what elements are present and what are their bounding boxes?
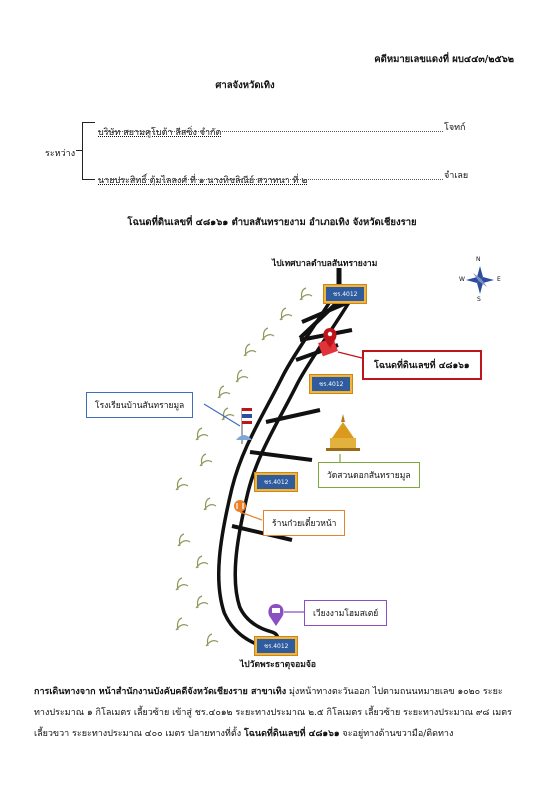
- directions-deed-ref: โฉนดที่ดินเลขที่ ๔๘๑๖๑: [243, 729, 340, 739]
- plaintiff-name: บริษัท สยามคูโบต้า ลีสซิ่ง จำกัด: [98, 128, 222, 138]
- road-badge-label: ชร.4012: [257, 639, 295, 653]
- road-top-label: ไปเทศบาลตำบลสันทรายงาม: [272, 259, 378, 269]
- deed-callout: โฉนดที่ดินเลขที่ ๔๘๑๖๑: [362, 350, 482, 380]
- compass-n: N: [476, 256, 481, 263]
- deed-title: โฉนดที่ดินเลขที่ ๔๘๑๖๑ ตำบลสันทรายงาม อำเภอเทิง จังหวัดเชียงราย: [127, 217, 417, 228]
- road-badge-label: ชร.4012: [257, 475, 295, 489]
- deed-leader: [338, 352, 362, 358]
- school-leader: [204, 404, 240, 426]
- temple-callout: วัดสวนดอกสันทรายมูล: [318, 462, 420, 488]
- road-badge: [309, 374, 353, 394]
- compass-w: W: [459, 276, 465, 283]
- road-badge-label: ชร.4012: [326, 287, 364, 301]
- court-name: ศาลจังหวัดเทิง: [215, 80, 275, 91]
- hotel-icon: [268, 604, 283, 626]
- directions-body: มุ่งหน้าทางตะวันออก ไปตามถนนหมายเลข ๑๐๒๐ ระยะทางประมาณ ๑ กิโลเมตร เลี้ยวซ้าย เข้าสู่ ชร.๔๐๑๒ ระยะทางประมาณ ๒.๕ กิโลเมตร เลี้ยวซ้าย ระยะทางประมาณ ๙๘ เมตร เลี้ยวขวา ระยะทางประมาณ ๔๐๐ เมตร ปลายทางที่ตั้ง: [34, 687, 512, 739]
- defendant-name: นายประสิทธิ์ ตุ้มไลลงศ์ ที่ ๑ นางทิชลิณีย์ สวาทนา ที่ ๒: [98, 176, 308, 186]
- temple-icon: [326, 414, 360, 451]
- road-badge-label: ชร.4012: [312, 377, 350, 391]
- between-label: ระหว่าง: [45, 149, 76, 159]
- noodle-callout: ร้านก๋วยเตี๋ยวหน้า: [263, 510, 345, 536]
- road-bottom-label: ไปวัดพระธาตุจอมจ้อ: [240, 660, 316, 670]
- defendant-role: จำเลย: [444, 171, 469, 181]
- road-badge: [254, 472, 298, 492]
- directions-paragraph: [34, 682, 514, 745]
- compass-e: E: [497, 276, 501, 283]
- compass-s: S: [477, 296, 481, 303]
- directions-tail: จะอยู่ทางด้านขวามือ/ติดทาง: [339, 729, 454, 739]
- case-number: คดีหมายเลขแดงที่ ผบ๔๔๓/๒๕๖๒: [374, 54, 514, 65]
- road-badge: [254, 636, 298, 656]
- restaurant-icon: [234, 500, 246, 512]
- school-flag-icon: [236, 408, 252, 444]
- road-badge: [323, 284, 367, 304]
- school-callout: โรงเรียนบ้านสันทรายมูล: [86, 392, 193, 418]
- directions-lead: การเดินทางจาก หน้าสำนักงานบังคับคดีจังหวัดเชียงราย สาขาเทิง: [34, 687, 287, 697]
- plaintiff-role: โจทก์: [444, 123, 466, 133]
- compass-icon: [466, 266, 494, 294]
- homestay-callout: เวียงงามโฮมสเตย์: [304, 600, 387, 626]
